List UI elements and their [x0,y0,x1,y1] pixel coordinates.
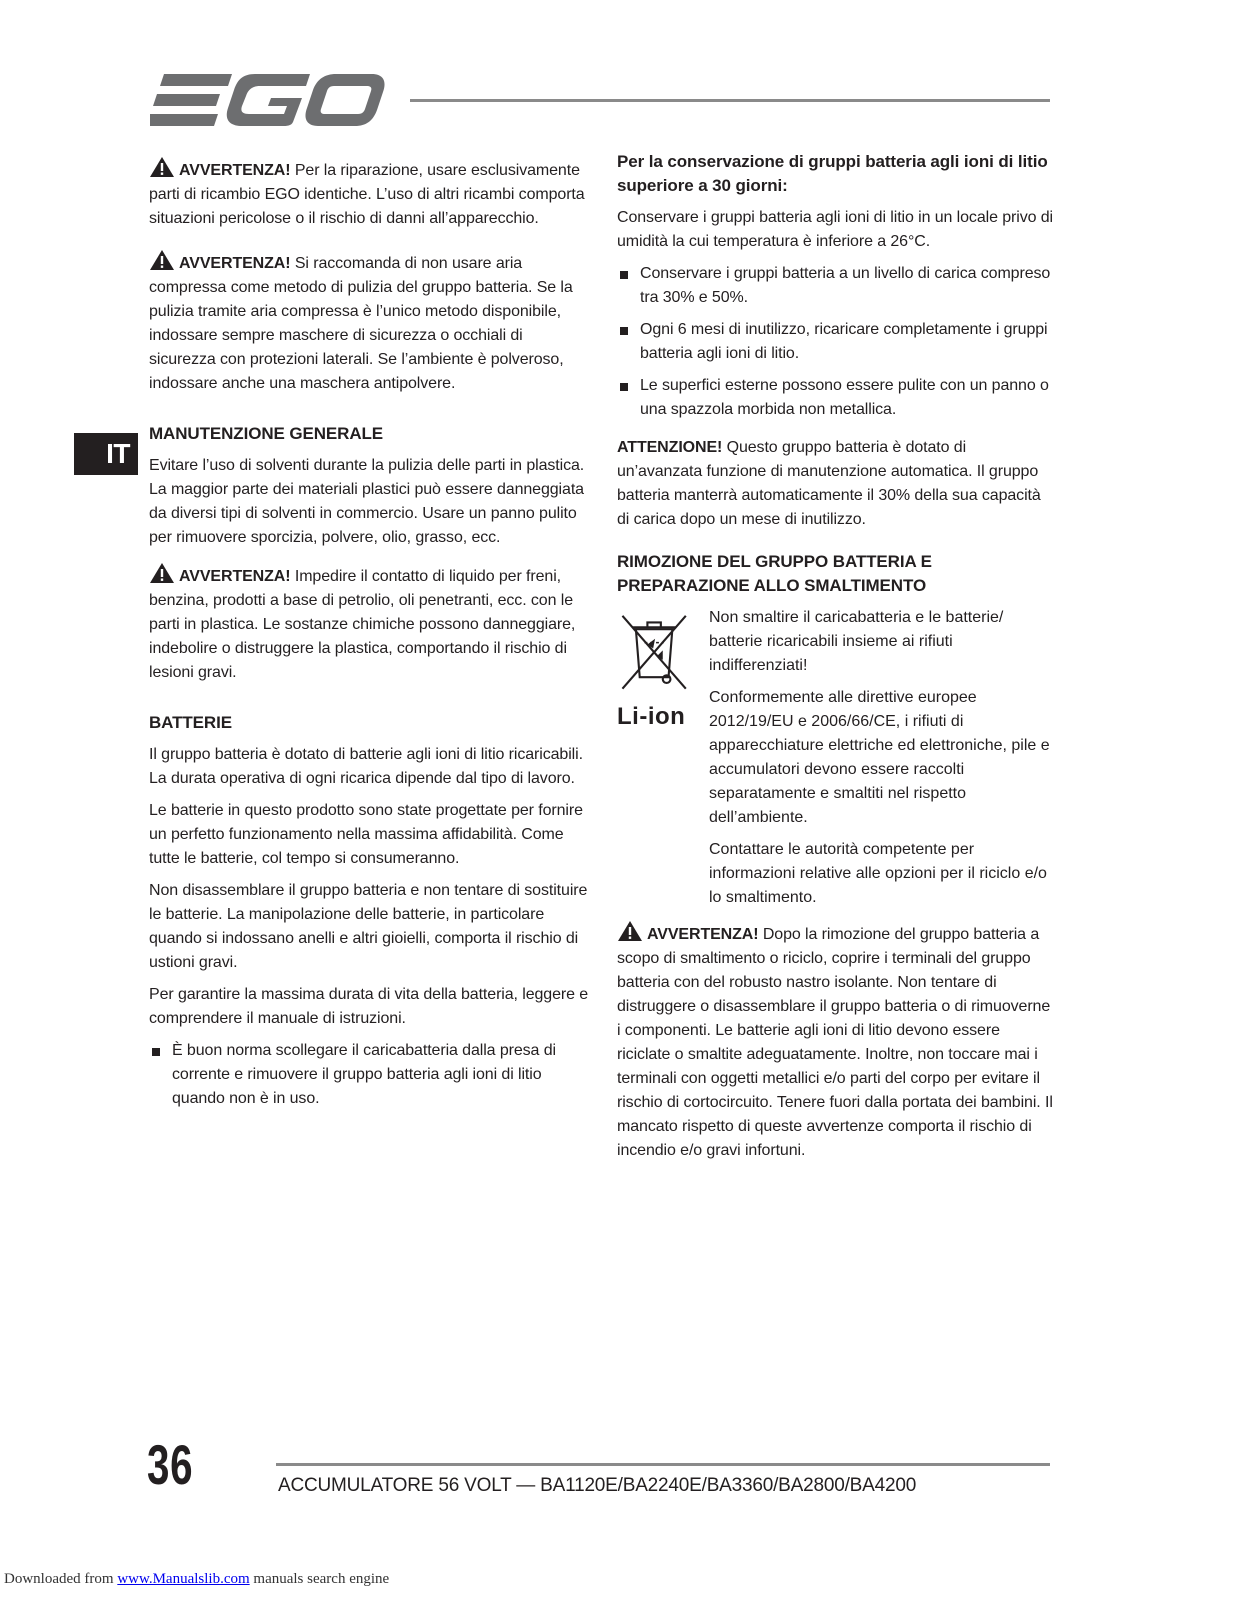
heading-line: RIMOZIONE DEL GRUPPO BATTERIA E [617,552,932,571]
disposal-paragraph: Conformemente alle direttive europee 2012/19/EU e 2006/66/CE, i rifiuti di apparecchiature elettriche ed elettroniche, pile e accumulatori devono essere raccolti separatamente e smaltiti nel rispetto dell’ambiente. [709,689,1050,826]
warning-label: AVVERTENZA! [179,162,291,179]
ego-logo [150,72,385,128]
download-prefix: Downloaded from [4,1571,118,1587]
warning-text: Dopo la rimozione del gruppo batteria a scopo di smaltimento o riciclo, coprire i terminali del gruppo batteria con del robusto nastro isolante. Non tentare di distruggere o disassemblare il gruppo batteria o di rimuoverne i componenti. Le batterie agli ioni di litio devono essere riciclate o smaltite adeguatamente. Inoltre, non toccare mai i terminali con oggetti metallici e/o parti del corpo per evitare il rischio di cortocircuito. Tenere fuori dalla portata dei bambini. Il mancato rispetto di queste avvertenze comporta il rischio di incendio e/o gravi infortuni. [617,926,1053,1159]
warning-triangle-icon [617,920,643,942]
section-heading-storage: Per la conservazione di gruppi batteria agli ioni di litio superiore a 30 giorni: [617,152,1048,195]
crossed-bin-icon [617,610,697,706]
warning-repair [149,156,589,231]
disposal-text-block [709,606,1054,910]
batteries-paragraph: Le batterie in questo prodotto sono state progettate per fornire un perfetto funzionamento nella massima affidabilità. Come tutte le batterie, col tempo si consumeranno. [149,802,583,867]
warning-plastics [149,562,589,685]
heading-line: PREPARAZIONE ALLO SMALTIMENTO [617,576,927,595]
section-heading-general-maintenance: MANUTENZIONE GENERALE [149,424,384,443]
section-heading-removal [617,550,1053,598]
list-item: È buon norma scollegare il caricabatteria dalla presa di corrente e rimuovere il gruppo batteria agli ioni di litio quando non è in uso. [149,1039,589,1111]
download-credit [4,1571,389,1588]
warning-triangle-icon [149,249,175,271]
general-maintenance-text: Evitare l’uso di solventi durante la pulizia delle parti in plastica. La maggior parte dei materiali plastici può essere danneggiata da diversi tipi di solventi in commercio. Usare un panno pulito per rimuovere sporcizia, polvere, olio, grasso, ecc. [149,457,585,546]
warning-text: Impedire il contatto di liquido per freni, benzina, prodotti a base di petrolio, oli penetranti, ecc. con le parti in plastica. Le sostanze chimiche possono danneggiare, indebolire o distruggere la plastica, comportando il rischio di lesioni gravi. [149,568,576,681]
warning-text: Si raccomanda di non usare aria compressa come metodo di pulizia del gruppo batteria. Se la pulizia tramite aria compressa è l’unico metodo disponibile, indossare sempre maschere di sicurezza o occhiali di sicurezza con protezioni laterali. Se l’ambiente è polveroso, indossare anche una maschera antipolvere. [149,255,573,392]
warning-triangle-icon [149,562,175,584]
warning-text: Per la riparazione, usare esclusivamente parti di ricambio EGO identiche. L’uso di altri ricambi comporta situazioni pericolose o il rischio di danni all’apparecchio. [149,162,585,227]
warning-compressed-air [149,249,589,396]
left-column [149,156,589,1111]
warning-disposal [617,920,1053,1163]
storage-bullet-list [617,262,1053,422]
list-item: Le superfici esterne possono essere pulite con un panno o una spazzola morbida non metallica. [617,374,1053,422]
download-suffix: manuals search engine [249,1571,390,1587]
warning-triangle-icon [149,156,175,178]
attention-text: Questo gruppo batteria è dotato di un’avanzata funzione di manutenzione automatica. Il gruppo batteria manterrà automaticamente il 30% della sua capacità di carica dopo un mese di inutilizzo. [617,439,1041,528]
footer-title: ACCUMULATORE 56 VOLT — BA1120E/BA2240E/BA3360/BA2800/BA4200 [278,1475,917,1496]
attention-note [617,436,1053,532]
warning-label: AVVERTENZA! [179,255,291,272]
manualslib-link[interactable]: www.Manualslib.com [117,1571,250,1587]
attention-label: ATTENZIONE! [617,439,723,456]
batteries-paragraph: Per garantire la massima durata di vita della batteria, leggere e comprendere il manuale di istruzioni. [149,986,589,1027]
warning-label: AVVERTENZA! [179,568,291,585]
disposal-paragraph: Contattare le autorità competente per informazioni relative alle opzioni per il riciclo e/o lo smaltimento. [709,841,1047,906]
language-tab: IT [74,433,138,475]
li-ion-label: Li-ion [617,703,686,730]
section-heading-batteries: BATTERIE [149,713,232,732]
batteries-paragraph: Non disassemblare il gruppo batteria e non tentare di sostituire le batterie. La manipolazione delle batterie, in particolare quando si indossano anelli e altri gioielli, comporta il rischio di ustioni gravi. [149,882,588,971]
list-item: Ogni 6 mesi di inutilizzo, ricaricare completamente i gruppi batteria agli ioni di litio. [617,318,1053,366]
batteries-paragraph: Il gruppo batteria è dotato di batterie agli ioni di litio ricaricabili. La durata operativa di ogni ricarica dipende dal tipo di lavoro. [149,746,583,787]
page-number: 36 [147,1433,194,1496]
right-column [617,150,1053,598]
warning-label: AVVERTENZA! [647,926,759,943]
storage-text: Conservare i gruppi batteria agli ioni di litio in un locale privo di umidità la cui temperatura è inferiore a 26°C. [617,209,1054,250]
list-item: Conservare i gruppi batteria a un livello di carica compreso tra 30% e 50%. [617,262,1053,310]
warning-disposal-text [617,920,1053,1163]
header-rule [410,99,1050,102]
disposal-paragraph: Non smaltire il caricabatteria e le batterie/ batterie ricaricabili insieme ai rifiuti indifferenziati! [709,609,1004,674]
footer-rule [276,1463,1050,1466]
batteries-bullet-list [149,1039,589,1111]
